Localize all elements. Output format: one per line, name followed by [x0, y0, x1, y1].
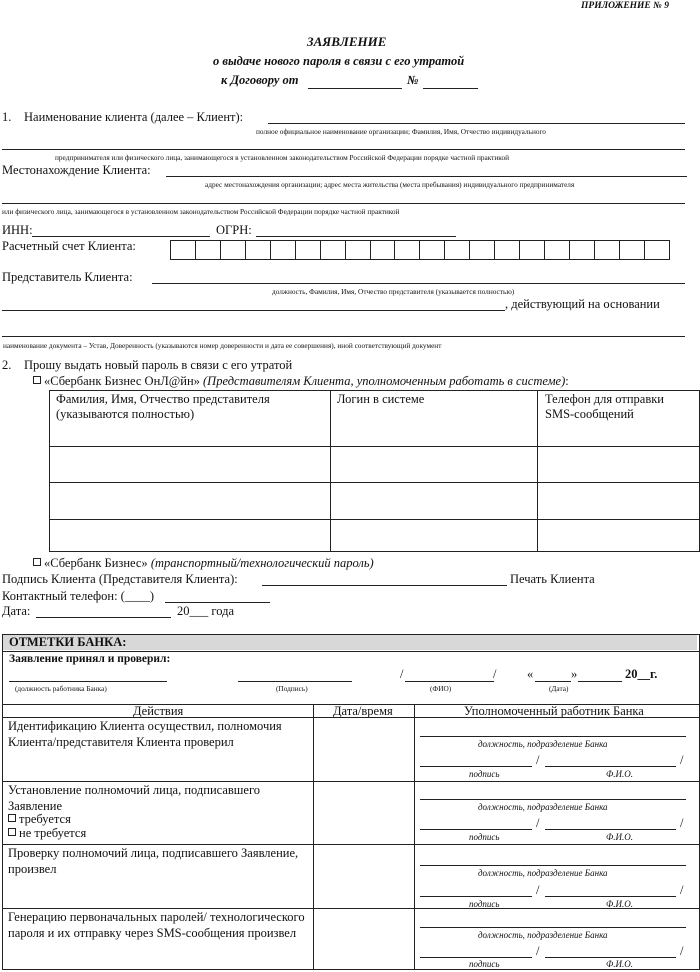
- address-hint-2: или физического лица, занимающегося в установленном законодательством Российской Федерации порядке частной практикой: [2, 207, 400, 216]
- online-option-colon: :: [565, 374, 569, 388]
- row1-signature-field[interactable]: [420, 766, 532, 767]
- auth-required-option[interactable]: [8, 812, 71, 827]
- basis-document-field[interactable]: [2, 336, 685, 337]
- date-field[interactable]: [36, 617, 171, 618]
- auth-not-required-option[interactable]: [8, 826, 86, 841]
- account-number-grid[interactable]: [170, 240, 670, 260]
- row1-slash: /: [536, 753, 540, 767]
- contract-date-field[interactable]: [308, 88, 402, 89]
- hint-fio: (ФИО): [430, 684, 452, 693]
- rep-row-3-login[interactable]: [330, 519, 538, 552]
- row1-slash-end: /: [680, 753, 684, 767]
- location-label: Местонахождение Клиента:: [2, 163, 151, 177]
- col-actions: Действия: [133, 704, 184, 718]
- new-password-request: Прошу выдать новый пароль в связи с его утратой: [24, 358, 293, 372]
- basis-document-hint: наименование документа – Устав, Доверенность (указываются номер доверенности и дата ее совершения), иной соответствующий документ: [3, 341, 442, 350]
- auth-required-label: требуется: [19, 812, 71, 826]
- row4-signature-field[interactable]: [420, 957, 532, 958]
- business-checkbox[interactable]: [33, 558, 41, 566]
- row4-signature-hint: подпись: [469, 959, 500, 969]
- ogrn-field[interactable]: [256, 236, 456, 237]
- row4-slash-end: /: [680, 944, 684, 958]
- ogrn-label: ОГРН:: [216, 223, 252, 237]
- row2-fio-field[interactable]: [545, 829, 676, 830]
- row2-position-hint: должность, подразделение Банка: [478, 802, 608, 812]
- location-field-2[interactable]: [2, 203, 685, 204]
- row3-fio-field[interactable]: [545, 896, 676, 897]
- client-signature-field[interactable]: [262, 585, 507, 586]
- location-field[interactable]: [166, 176, 687, 177]
- row2-fio-hint: Ф.И.О.: [606, 832, 633, 842]
- quote-open: «: [527, 667, 534, 681]
- rep-row-3-phone[interactable]: [537, 519, 700, 552]
- bank-date-day-field[interactable]: [535, 681, 571, 682]
- rep-row-3-fio[interactable]: [49, 519, 331, 552]
- row4-fio-field[interactable]: [545, 957, 676, 958]
- contract-number-field[interactable]: [423, 88, 478, 89]
- bank-header-divider: [2, 651, 700, 652]
- contact-phone-label: Контактный телефон: (____): [2, 589, 155, 603]
- row3-fio-hint: Ф.И.О.: [606, 899, 633, 909]
- section2-number: 2.: [2, 358, 12, 372]
- quote-close: »: [571, 667, 578, 681]
- row2-slash-end: /: [680, 816, 684, 830]
- rep-table-header-phone-text: Телефон для отправки SMS-сообщений: [545, 392, 664, 421]
- client-name-field-2[interactable]: [2, 149, 685, 150]
- client-name-label: Наименование клиента (далее – Клиент):: [24, 110, 244, 124]
- hint-signature: (Подпись): [276, 684, 308, 693]
- date-year-label: 20___ года: [177, 604, 234, 618]
- date-label: Дата:: [2, 604, 31, 618]
- online-option-name: «Сбербанк Бизнес ОнЛ@йн»: [44, 374, 200, 388]
- rep-table-header-fio: [49, 390, 331, 447]
- rep-table-header-login-text: Логин в системе: [337, 392, 425, 406]
- bank-employee-fio-field[interactable]: [405, 681, 494, 682]
- col-datetime: Дата/время: [333, 704, 393, 718]
- row2-signature-field[interactable]: [420, 829, 532, 830]
- auth-not-required-checkbox[interactable]: [8, 828, 16, 836]
- acting-basis-label: , действующий на основании: [505, 297, 660, 311]
- row3-position-hint: должность, подразделение Банка: [478, 868, 608, 878]
- row1-fio-hint: Ф.И.О.: [606, 769, 633, 779]
- row3-slash-end: /: [680, 883, 684, 897]
- row3-position-field[interactable]: [420, 865, 686, 866]
- bank-date-year: 20__г.: [625, 667, 658, 681]
- auth-required-checkbox[interactable]: [8, 814, 16, 822]
- row1-signature-hint: подпись: [469, 769, 500, 779]
- row4-slash: /: [536, 944, 540, 958]
- slash-2: /: [493, 667, 497, 681]
- rep-row-2-fio[interactable]: [49, 482, 331, 520]
- rep-row-2-login[interactable]: [330, 482, 538, 520]
- slash-1: /: [400, 667, 404, 681]
- entrepreneur-hint: предпринимателя или физического лица, занимающегося в установленном законодательством Российской Федерации порядке частной практикой: [55, 153, 510, 162]
- col-divider-1: [313, 704, 314, 970]
- row2-slash: /: [536, 816, 540, 830]
- action-row-3-text: Проверку полномочий лица, подписавшего Заявление, произвел: [8, 846, 299, 876]
- option-business[interactable]: [33, 556, 374, 571]
- action-row-4-text: Генерацию первоначальных паролей/ технологического пароля и их отправку через SMS-сообщения произвел: [8, 910, 305, 940]
- row4-position-hint: должность, подразделение Банка: [478, 930, 608, 940]
- account-label: Расчетный счет Клиента:: [2, 239, 136, 253]
- section1-number: 1.: [2, 110, 12, 124]
- option-online[interactable]: [33, 374, 569, 389]
- rep-row-2-phone[interactable]: [537, 482, 700, 520]
- rep-row-1-phone[interactable]: [537, 446, 700, 483]
- rep-table-header-fio-text: Фамилия, Имя, Отчество представителя (указываются полностью): [56, 392, 270, 421]
- inn-label: ИНН:: [2, 223, 33, 237]
- page-title: ЗАЯВЛЕНИЕ: [307, 34, 387, 49]
- row1-position-hint: должность, подразделение Банка: [478, 739, 608, 749]
- representative-field-2[interactable]: [2, 310, 505, 311]
- page-subtitle: о выдаче нового пароля в связи с его утратой: [213, 54, 465, 68]
- row2-signature-hint: подпись: [469, 832, 500, 842]
- row3-signature-field[interactable]: [420, 896, 532, 897]
- representative-hint: должность, Фамилия, Имя, Отчество представителя (указывается полностью): [272, 287, 515, 296]
- row4-fio-hint: Ф.И.О.: [606, 959, 633, 969]
- client-signature-label: Подпись Клиента (Представителя Клиента):: [2, 572, 238, 586]
- representative-field[interactable]: [152, 283, 685, 284]
- row3-signature-hint: подпись: [469, 899, 500, 909]
- row1-fio-field[interactable]: [545, 766, 676, 767]
- business-option-name: «Сбербанк Бизнес»: [44, 556, 148, 570]
- col-divider-2: [414, 704, 415, 970]
- rep-table-header-phone: [537, 390, 700, 447]
- contract-no-label: №: [407, 73, 419, 87]
- rep-row-1-fio[interactable]: [49, 446, 331, 483]
- appendix-label: ПРИЛОЖЕНИЕ № 9: [581, 1, 669, 11]
- bank-employee-signature-field[interactable]: [238, 681, 352, 682]
- rep-row-1-login[interactable]: [330, 446, 538, 483]
- auth-not-required-label: не требуется: [19, 826, 87, 840]
- representative-label: Представитель Клиента:: [2, 270, 133, 284]
- col-employee: Уполномоченный работник Банка: [464, 704, 644, 718]
- bank-marks-header: ОТМЕТКИ БАНКА:: [3, 635, 697, 650]
- business-option-note: (транспортный/технологический пароль): [150, 556, 374, 570]
- client-seal-label: Печать Клиента: [510, 572, 595, 586]
- row4-position-field[interactable]: [420, 927, 686, 928]
- client-name-field[interactable]: [268, 123, 685, 124]
- action-row-2-text: Установление полномочий лица, подписавшего Заявление: [8, 783, 261, 813]
- address-hint: адрес местонахождения организации; адрес места жительства (места пребывания) индивидуального предпринимателя: [205, 180, 575, 189]
- contact-phone-field[interactable]: [165, 602, 270, 603]
- rep-table-header-login: [330, 390, 538, 447]
- action-row-1-text: Идентификацию Клиента осуществил, полномочия Клиента/представителя Клиента проверил: [8, 719, 282, 749]
- client-name-hint: полное официальное наименование организации; Фамилия, Имя, Отчество индивидуального: [256, 127, 546, 136]
- hint-date: (Дата): [549, 684, 569, 693]
- accepted-label: Заявление принял и проверил:: [9, 653, 171, 665]
- row2-position-field[interactable]: [420, 799, 686, 800]
- row3-slash: /: [536, 883, 540, 897]
- online-checkbox[interactable]: [33, 376, 41, 384]
- bank-employee-position-field[interactable]: [9, 681, 167, 682]
- row1-position-field[interactable]: [420, 736, 686, 737]
- hint-employee-position: (должность работника Банка): [15, 684, 107, 693]
- contract-prefix: к Договору от: [221, 73, 299, 87]
- bank-date-month-field[interactable]: [578, 681, 622, 682]
- inn-field[interactable]: [32, 236, 210, 237]
- online-option-note: (Представителям Клиента, уполномоченным работать в системе): [203, 374, 566, 388]
